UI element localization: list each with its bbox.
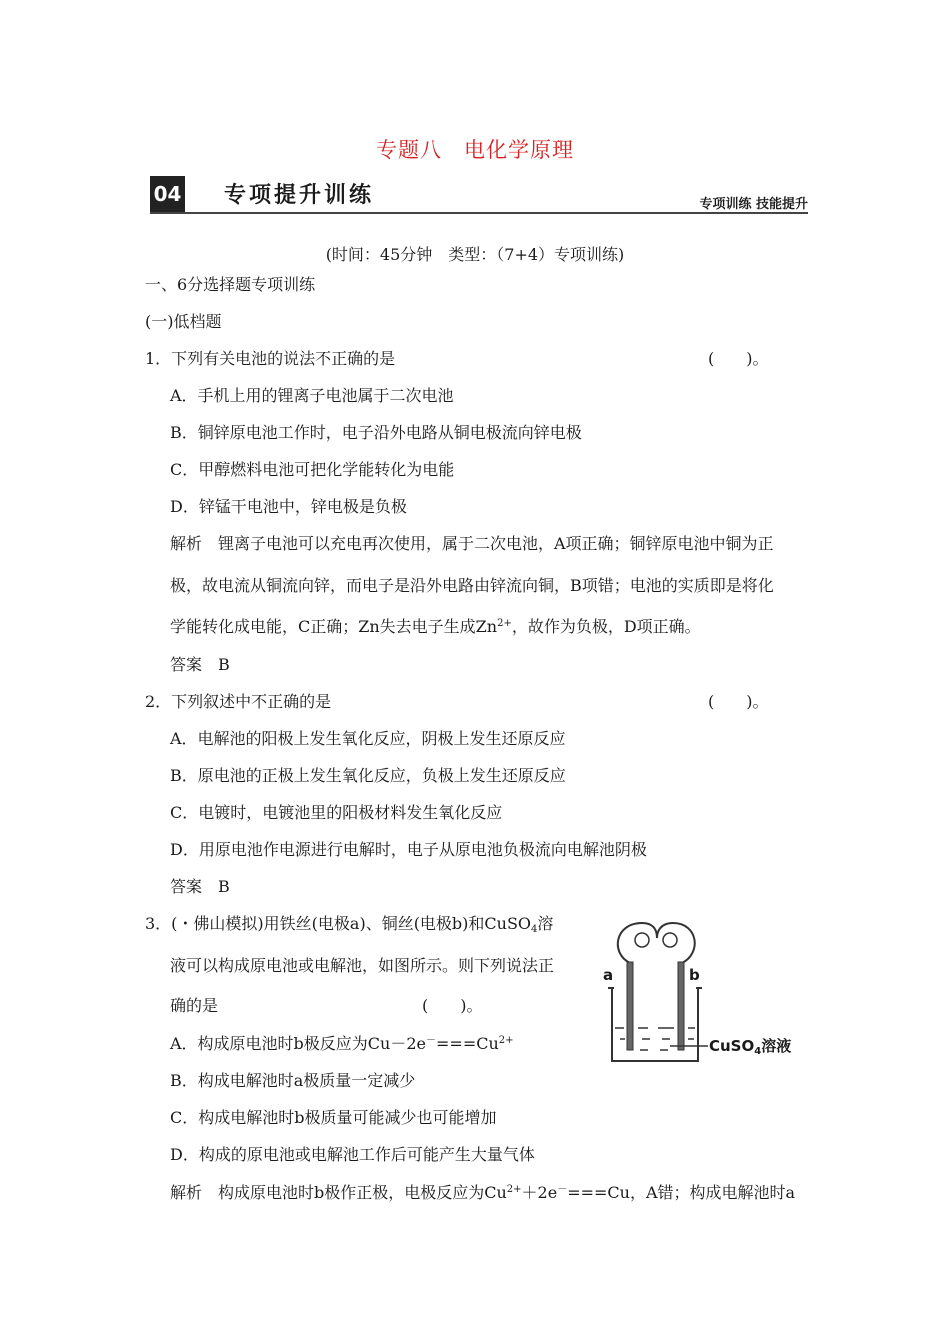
q3-stem-line-1: 3．(・佛山模拟)用铁丝(电极a)、铜丝(电极b)和CuSO$_4$溶 [145,914,554,935]
q1-answer: 答案 B [170,655,230,674]
q1-option-a: A．手机上用的锂离子电池属于二次电池 [170,386,454,405]
time-type-info: (时间：45分钟 类型：（7+4）专项训练) [325,245,625,264]
q3-option-c: C．构成电解池时b极质量可能减少也可能增加 [170,1108,497,1127]
page-title: 专题八 电化学原理 [376,138,574,162]
q2-answer-bracket: ( )。 [708,692,769,711]
q1-stem: 1．下列有关电池的说法不正确的是 [145,349,396,368]
q3-stem-line-3: 确的是 [170,996,219,1015]
q1-option-c: C．甲醇燃料电池可把化学能转化为电能 [170,460,455,479]
banner-divider [150,212,808,214]
electrochemical-cell-diagram [600,918,810,1068]
q2-option-c: C．电镀时，电镀池里的阳极材料发生氧化反应 [170,803,503,822]
q2-option-a: A．电解池的阳极上发生氧化反应，阴极上发生还原反应 [170,729,566,748]
electrode-a [627,962,633,1050]
q3-stem-line-2: 液可以构成原电池或电解池，如图所示。则下列说法正 [170,956,555,975]
external-circuit-wire [618,923,695,963]
q2-answer: 答案 B [170,877,230,896]
q1-analysis-line-3: 学能转化成电能，C正确；Zn失去电子生成$Zn^{2+}$，故作为负极，D项正确。 [170,617,701,636]
bulb-left-lobe [635,933,649,947]
banner-subtitle: 专项训练 技能提升 [699,197,808,212]
q3-option-b: B．构成电解池时a极质量一定减少 [170,1071,416,1090]
bulb-right-lobe [663,933,677,947]
q1-option-b: B．铜锌原电池工作时，电子沿外电路从铜电极流向锌电极 [170,423,582,442]
electrode-a-label: a [603,966,614,984]
banner-badge: 04 [150,176,185,212]
section-heading: 一、6分选择题专项训练 [145,275,316,294]
q3-analysis-line-1: 解析 构成原电池时b极作正极，电极反应为$Cu^{2+}+2e^-===Cu$，A错；构成电解池时a [170,1183,796,1202]
subsection-heading: (一)低档题 [145,312,222,331]
q1-answer-bracket: ( )。 [708,349,769,368]
q1-analysis-line-1: 解析 锂离子电池可以充电再次使用，属于二次电池，A项正确；铜锌原电池中铜为正 [170,534,774,553]
electrode-b [678,962,684,1050]
electrode-b-label: b [689,966,700,984]
q2-stem: 2．下列叙述中不正确的是 [145,692,332,711]
q1-option-d: D．锌锰干电池中，锌电极是负极 [170,497,407,516]
solution-label: CuSO$_4$溶液 [709,1037,792,1057]
q2-option-b: B．原电池的正极上发生氧化反应，负极上发生还原反应 [170,766,566,785]
q3-option-d: D．构成的原电池或电解池工作后可能产生大量气体 [170,1145,535,1164]
q2-option-d: D．用原电池作电源进行电解时，电子从原电池负极流向电解池阴极 [170,840,647,859]
section-banner [150,176,808,214]
q3-answer-bracket: ( )。 [422,996,483,1015]
beaker [612,988,698,1061]
q1-analysis-line-2: 极，故电流从铜流向锌，而电子是沿外电路由锌流向铜，B项错；电池的实质即是将化 [170,576,774,595]
banner-title: 专项提升训练 [224,183,375,208]
q3-option-a: A．构成原电池时b极反应为$Cu-2e^-===Cu^{2+}$ [170,1034,514,1053]
